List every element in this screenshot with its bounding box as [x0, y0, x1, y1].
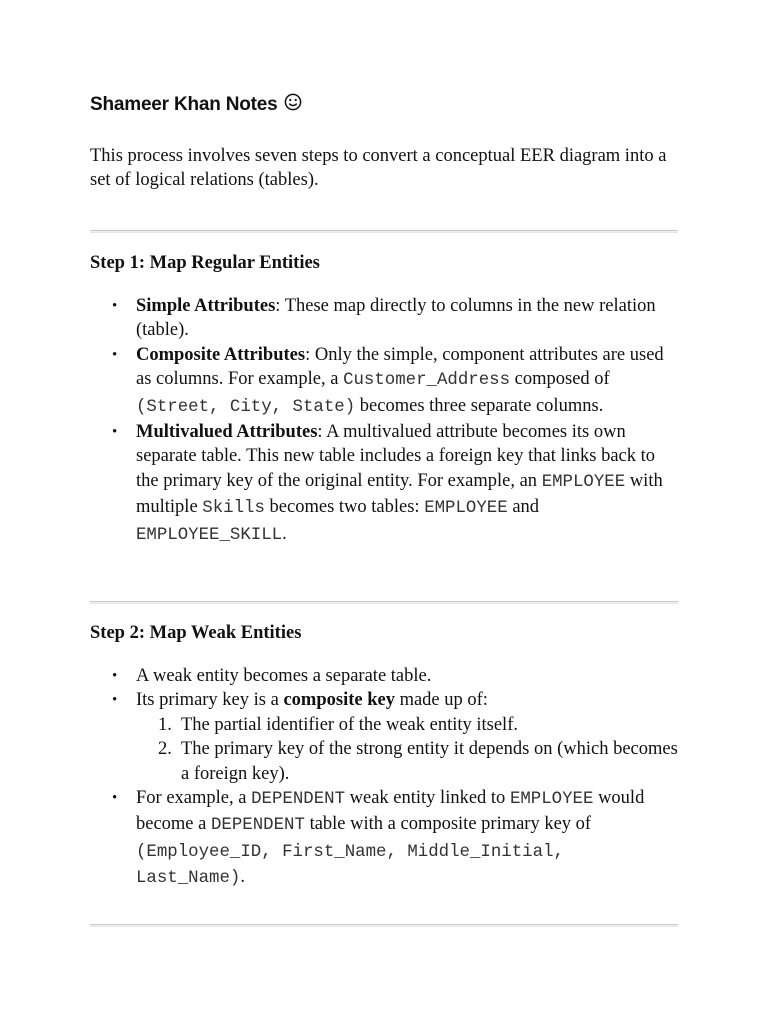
list-item-text: becomes two tables:	[264, 497, 425, 518]
code-term: (Street, City, State)	[136, 397, 356, 417]
code-term: EMPLOYEE	[424, 499, 508, 519]
list-item-text: A weak entity becomes a separate table.	[136, 666, 432, 686]
smiley-icon	[284, 93, 302, 117]
code-term: EMPLOYEE_SKILL	[136, 525, 283, 545]
list-item-text: becomes three separate columns.	[355, 395, 604, 416]
step1-list	[90, 294, 680, 548]
list-item-text: .	[282, 523, 287, 544]
code-term: DEPENDENT	[251, 790, 346, 810]
term-label: Simple Attributes	[136, 296, 276, 316]
code-term: EMPLOYEE	[541, 472, 626, 492]
list-item-text: : These map directly to columns in the new relation (table).	[136, 296, 656, 341]
list-item-text: weak entity linked to	[345, 788, 510, 809]
list-item	[90, 688, 680, 786]
list-item-text: would become a	[136, 788, 645, 835]
list-number: 2.	[158, 739, 172, 760]
code-term: Customer_Address	[343, 371, 511, 391]
code-term: Skills	[202, 499, 265, 519]
term-label: composite key	[283, 690, 395, 711]
section-divider	[90, 601, 678, 604]
page-title	[90, 93, 302, 117]
sub-list-item	[136, 713, 680, 737]
list-item-text: For example, a	[136, 788, 252, 809]
list-item-text: table with a composite primary key of	[304, 814, 592, 835]
intro-paragraph: This process involves seven steps to convert a conceptual EER diagram into a set of logical relations (tables).	[90, 146, 667, 190]
sub-list-item	[136, 737, 680, 786]
page-title-text: Shameer Khan Notes	[90, 94, 278, 115]
list-item-text: composed of	[510, 369, 610, 390]
sub-list-item-text: The primary key of the strong entity it depends on (which becomes a foreign key).	[181, 739, 678, 784]
sub-list-item-text: The partial identifier of the weak entity itself.	[181, 714, 518, 735]
list-item	[90, 786, 680, 892]
step2-list	[90, 664, 680, 892]
list-item	[90, 343, 680, 420]
list-item-text: Its primary key is a	[136, 690, 284, 711]
list-item-text: : A multivalued attribute becomes its own separate table. This new table includes a foreign key that links back to the primary key of the original entity. For example, an	[136, 422, 656, 491]
sub-list	[136, 713, 680, 786]
list-item-text: .	[240, 867, 245, 888]
code-term: EMPLOYEE	[509, 790, 594, 810]
list-item-text: made up of:	[394, 690, 488, 711]
step2-heading: Step 2: Map Weak Entities	[90, 623, 302, 643]
term-label: Multivalued Attributes	[136, 422, 318, 443]
step1-heading: Step 1: Map Regular Entities	[90, 253, 320, 273]
section-divider	[90, 924, 678, 927]
term-label: Composite Attributes	[136, 344, 306, 365]
code-term: DEPENDENT	[211, 816, 305, 836]
section-divider	[90, 230, 678, 233]
list-number: 1.	[158, 714, 172, 735]
list-item-text: with multiple	[136, 470, 663, 518]
list-item-text: and	[507, 497, 540, 518]
list-item	[90, 420, 680, 548]
code-term: (Employee_ID, First_Name, Middle_Initial, Last_Name)	[136, 842, 564, 889]
list-item	[90, 664, 680, 688]
list-item	[90, 294, 680, 343]
list-item-text: : Only the simple, component attributes are used as columns. For example, a	[136, 344, 664, 390]
